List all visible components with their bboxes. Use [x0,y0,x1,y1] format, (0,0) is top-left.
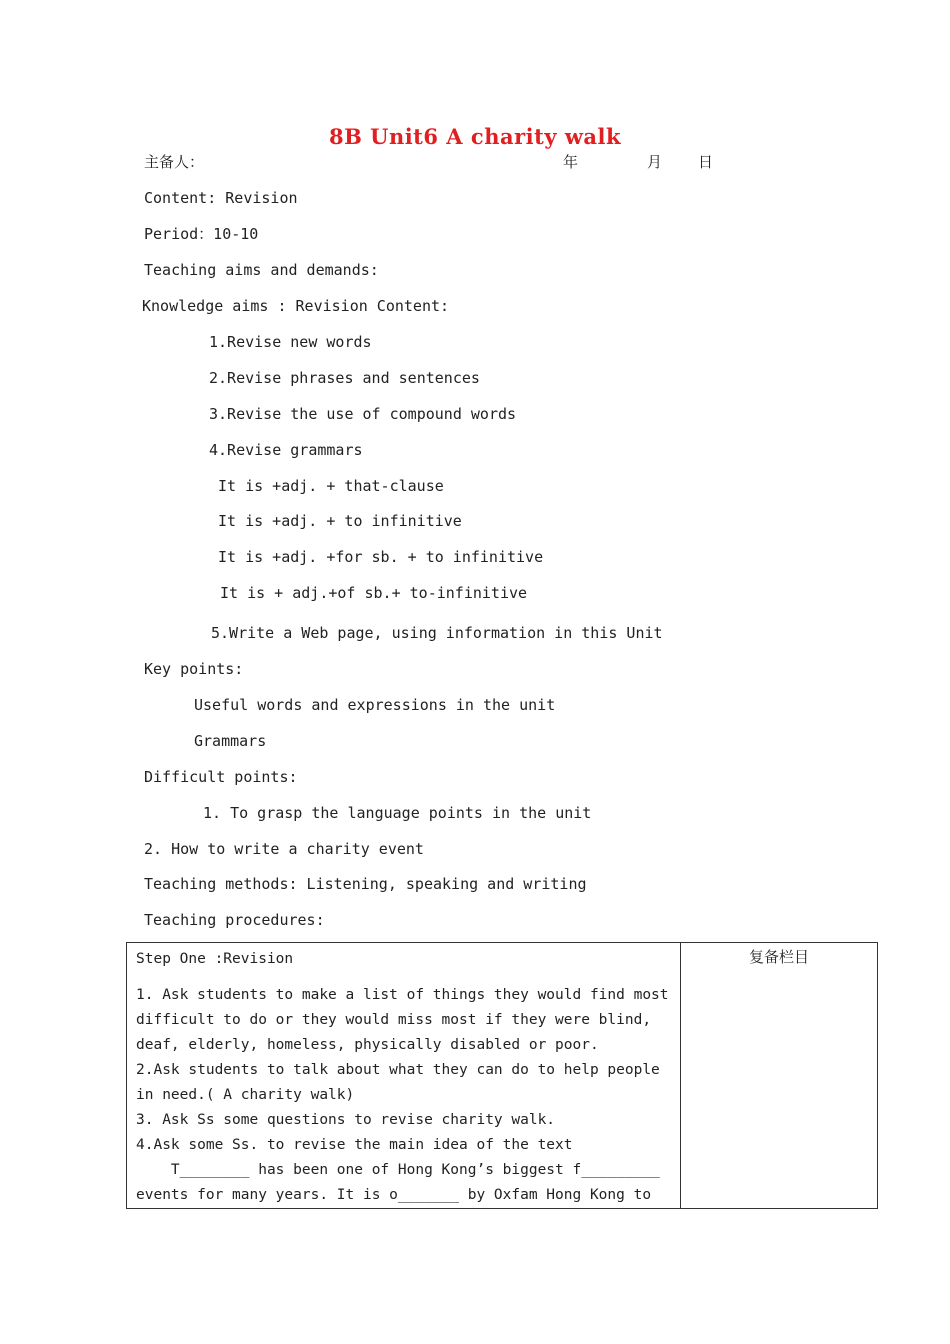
grammar-pattern: It is +adj. +for sb. + to infinitive [218,548,544,566]
period-line: Period：10-10 [144,225,259,243]
grammar-pattern: It is + adj.+of sb.+ to-infinitive [220,584,528,602]
revision-item: 4.Revise grammars [209,441,363,459]
procedure-line: 3. Ask Ss some questions to revise charity walk. [136,1112,556,1128]
preparer-label: 主备人： [144,153,205,171]
month-label: 月 [647,153,663,171]
review-column-heading: 复备栏目 [748,948,809,966]
day-label: 日 [698,153,714,171]
procedure-main-cell [127,943,681,1209]
aims-heading: Teaching aims and demands: [144,261,379,279]
difficult-point-item: 1. To grasp the language points in the unit [203,804,592,822]
step-title: Step One :Revision [136,951,294,967]
revision-item: 3.Revise the use of compound words [209,405,517,423]
revision-item-5: 5.Write a Web page, using information in this Unit [211,624,663,642]
key-points-heading: Key points: [144,660,244,678]
grammar-pattern: It is +adj. + that-clause [218,477,444,495]
grammar-pattern: It is +adj. + to infinitive [218,512,462,530]
review-column [681,943,878,1209]
procedure-line: 4.Ask some Ss. to revise the main idea of the text [136,1137,573,1153]
page-title: 8B Unit6 A charity walk [328,124,622,149]
revision-item: 1.Revise new words [209,333,372,351]
procedure-line: T________ has been one of Hong Kong’s biggest f_________ events for many years. It is o_______ by Oxfam Hong Kong to [136,1162,669,1203]
procedure-table [126,942,878,1209]
difficult-point-item: 2. How to write a charity event [144,840,424,858]
knowledge-heading: Knowledge aims : Revision Content: [142,297,450,315]
procedure-line: 2.Ask students to talk about what they can do to help people in need.( A charity walk) [136,1062,669,1103]
key-point-item: Useful words and expressions in the unit [194,696,556,714]
procedures-heading: Teaching procedures: [144,911,325,929]
teaching-methods: Teaching methods: Listening, speaking and writing [144,875,587,893]
key-point-item: Grammars [194,732,267,750]
year-label: 年 [563,153,579,171]
content-line: Content: Revision [144,189,298,207]
revision-item: 2.Revise phrases and sentences [209,369,480,387]
procedure-line: 1. Ask students to make a list of things they would find most difficult to do or they would miss most if they were blind, deaf, elderly, homeless, physically disabled or poor. [136,987,678,1053]
difficult-points-heading: Difficult points: [144,768,298,786]
